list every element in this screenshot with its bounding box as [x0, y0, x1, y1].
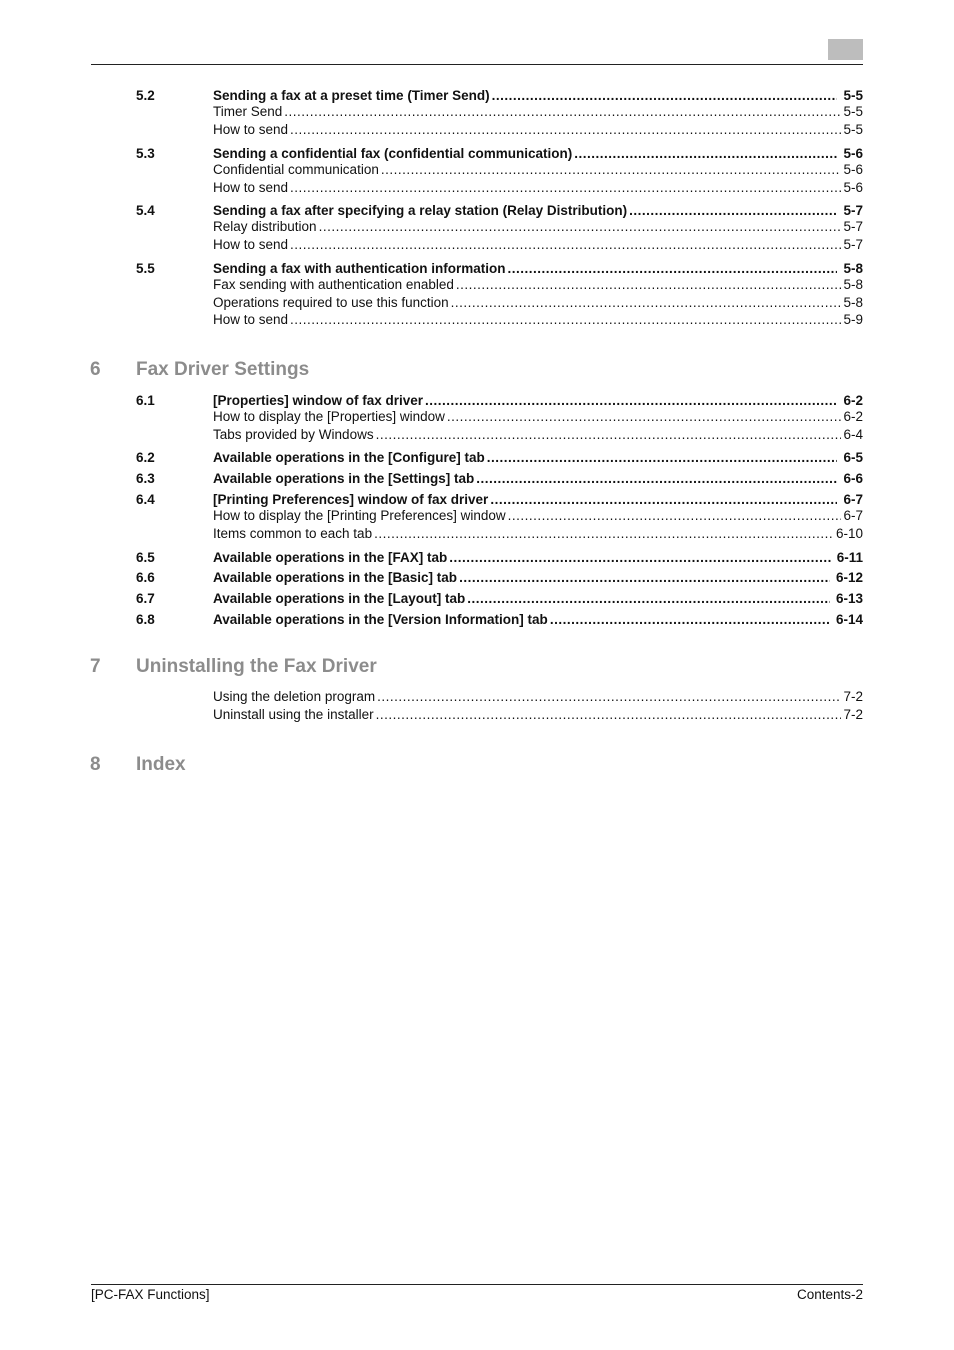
toc-page-number[interactable]: 6-10 [835, 526, 863, 541]
toc-section-row[interactable] [0, 590, 954, 608]
toc-entry[interactable] [213, 590, 863, 608]
toc-entry-title[interactable]: Available operations in the [Basic] tab [213, 570, 458, 585]
toc-subentry-row[interactable] [0, 311, 954, 329]
toc-subentry-row[interactable] [0, 236, 954, 254]
footer-manual-title: [PC-FAX Functions] [91, 1287, 210, 1302]
toc-entry[interactable] [213, 218, 863, 236]
toc-section-number: 5.4 [136, 203, 155, 218]
toc-dot-leader [508, 507, 842, 525]
toc-entry[interactable] [213, 549, 863, 567]
toc-dot-leader [456, 276, 842, 294]
toc-page-number[interactable]: 6-2 [843, 393, 863, 408]
header-tab-marker [828, 39, 863, 60]
toc-entry[interactable] [213, 408, 863, 426]
toc-entry-title[interactable]: [Printing Preferences] window of fax driver [213, 492, 489, 507]
toc-page-number[interactable]: 6-11 [836, 550, 863, 565]
toc-subentry-row[interactable] [0, 218, 954, 236]
toc-entry[interactable] [213, 161, 863, 179]
toc-page-number[interactable]: 6-6 [843, 471, 863, 486]
toc-dot-leader [467, 590, 830, 608]
toc-dot-leader [487, 449, 838, 467]
toc-section-number: 6.4 [136, 492, 155, 507]
toc-dot-leader [459, 569, 830, 587]
toc-section-number: 6.8 [136, 612, 155, 627]
header-divider [91, 64, 863, 65]
toc-section-number: 6.1 [136, 393, 155, 408]
toc-subentry-row[interactable] [0, 706, 954, 724]
toc-entry-title[interactable]: Sending a fax at a preset time (Timer Send) [213, 88, 490, 103]
toc-entry[interactable] [213, 179, 863, 197]
toc-entry-title[interactable]: Relay distribution [213, 219, 317, 234]
toc-page-number[interactable]: 5-7 [843, 219, 863, 234]
toc-subentry-row[interactable] [0, 179, 954, 197]
toc-page-number[interactable]: 5-5 [843, 88, 863, 103]
toc-entry[interactable] [213, 688, 863, 706]
toc-page-number[interactable]: 6-13 [835, 591, 863, 606]
toc-entry-title[interactable]: Fax sending with authentication enabled [213, 277, 454, 292]
toc-page-number[interactable]: 6-7 [843, 492, 863, 507]
toc-entry-title[interactable]: How to send [213, 180, 289, 195]
toc-dot-leader [290, 179, 841, 197]
toc-entry-title[interactable]: Operations required to use this function [213, 295, 449, 310]
toc-entry-title[interactable]: Timer Send [213, 104, 283, 119]
toc-chapter-heading[interactable] [0, 753, 954, 777]
toc-page-number[interactable]: 6-5 [843, 450, 863, 465]
chapter-title[interactable]: Fax Driver Settings [136, 359, 310, 380]
toc-section-number: 6.7 [136, 591, 155, 606]
toc-page-number[interactable]: 6-2 [843, 409, 863, 424]
toc-section-number: 6.3 [136, 471, 155, 486]
toc-page-number[interactable]: 7-2 [843, 689, 863, 704]
toc-entry-title[interactable]: Items common to each tab [213, 526, 373, 541]
toc-subentry-row[interactable] [0, 161, 954, 179]
footer-page-number: Contents-2 [796, 1287, 863, 1302]
toc-entry[interactable] [213, 569, 863, 587]
toc-dot-leader [290, 311, 841, 329]
toc-dot-leader [284, 103, 841, 121]
toc-entry[interactable] [213, 121, 863, 139]
toc-dot-leader [476, 470, 837, 488]
toc-subentry-row[interactable] [0, 121, 954, 139]
toc-section-number: 6.5 [136, 550, 155, 565]
toc-entry-title[interactable]: How to send [213, 312, 289, 327]
toc-dot-leader [374, 525, 834, 543]
toc-entry[interactable] [213, 103, 863, 121]
toc-page-number[interactable]: 5-8 [843, 261, 863, 276]
toc-section-number: 5.2 [136, 88, 155, 103]
toc-page-number[interactable]: 7-2 [843, 707, 863, 722]
toc-page-number[interactable]: 5-8 [843, 295, 863, 310]
chapter-number: 6 [90, 359, 101, 380]
toc-dot-leader [447, 408, 842, 426]
toc-entry-title[interactable]: Available operations in the [Configure] tab [213, 450, 485, 465]
toc-page-number[interactable]: 5-6 [843, 180, 863, 195]
chapter-number: 8 [90, 754, 101, 775]
toc-entry-title[interactable]: Available operations in the [Version Information] tab [213, 612, 548, 627]
toc-section-row[interactable] [0, 549, 954, 567]
toc-entry[interactable] [213, 311, 863, 329]
toc-entry-title[interactable]: Using the deletion program [213, 689, 376, 704]
footer-divider [91, 1284, 863, 1285]
toc-entry-title[interactable]: Available operations in the [Settings] tab [213, 471, 475, 486]
toc-entry-title[interactable]: Tabs provided by Windows [213, 427, 374, 442]
toc-page-number[interactable]: 6-7 [843, 508, 863, 523]
toc-entry-title[interactable]: How to display the [Properties] window [213, 409, 445, 424]
toc-entry-title[interactable]: How to display the [Printing Preferences] window [213, 508, 506, 523]
toc-dot-leader [550, 611, 830, 629]
toc-section-row[interactable] [0, 470, 954, 488]
toc-entry-title[interactable]: Confidential communication [213, 162, 379, 177]
toc-entry[interactable] [213, 611, 863, 629]
toc-page-number[interactable]: 5-7 [843, 203, 863, 218]
toc-subentry-row[interactable] [0, 276, 954, 294]
toc-dot-leader [449, 549, 830, 567]
toc-entry[interactable] [213, 449, 863, 467]
toc-entry[interactable] [213, 470, 863, 488]
toc-page-number[interactable]: 5-5 [843, 122, 863, 137]
toc-entry-title[interactable]: How to send [213, 237, 289, 252]
toc-entry-title[interactable]: Sending a fax after specifying a relay station (Relay Distribution) [213, 203, 628, 218]
toc-dot-leader [319, 218, 842, 236]
toc-entry-title[interactable]: [Properties] window of fax driver [213, 393, 424, 408]
toc-entry[interactable] [213, 507, 863, 525]
toc-page-number[interactable]: 5-7 [843, 237, 863, 252]
toc-section-row[interactable] [0, 569, 954, 587]
toc-dot-leader [290, 121, 841, 139]
toc-dot-leader [451, 294, 842, 312]
toc-chapter-heading[interactable] [0, 358, 954, 382]
toc-subentry-row[interactable] [0, 688, 954, 706]
toc-dot-leader [377, 688, 841, 706]
toc-dot-leader [290, 236, 841, 254]
toc-section-number: 6.6 [136, 570, 155, 585]
toc-page-number[interactable]: 6-14 [835, 612, 863, 627]
chapter-number: 7 [90, 656, 101, 677]
toc-page-number[interactable]: 5-9 [843, 312, 863, 327]
chapter-title[interactable]: Index [136, 754, 186, 775]
toc-entry-title[interactable]: Available operations in the [Layout] tab [213, 591, 466, 606]
toc-section-number: 6.2 [136, 450, 155, 465]
toc-section-row[interactable] [0, 449, 954, 467]
toc-page-number[interactable]: 6-4 [843, 427, 863, 442]
toc-dot-leader [376, 426, 842, 444]
toc-page-number[interactable]: 5-6 [843, 146, 863, 161]
toc-entry[interactable] [213, 294, 863, 312]
toc-page-number[interactable]: 6-12 [835, 570, 863, 585]
toc-page-number[interactable]: 5-6 [843, 162, 863, 177]
toc-entry[interactable] [213, 525, 863, 543]
toc-entry-title[interactable]: Available operations in the [FAX] tab [213, 550, 448, 565]
toc-subentry-row[interactable] [0, 426, 954, 444]
toc-dot-leader [381, 161, 842, 179]
toc-subentry-row[interactable] [0, 507, 954, 525]
toc-entry[interactable] [213, 706, 863, 724]
toc-section-number: 5.5 [136, 261, 155, 276]
toc-chapter-heading[interactable] [0, 655, 954, 679]
toc-subentry-row[interactable] [0, 525, 954, 543]
chapter-title[interactable]: Uninstalling the Fax Driver [136, 656, 377, 677]
toc-entry[interactable] [213, 426, 863, 444]
toc-page-number[interactable]: 5-8 [843, 277, 863, 292]
toc-entry-title[interactable]: Uninstall using the installer [213, 707, 374, 722]
toc-page-number[interactable]: 5-5 [843, 104, 863, 119]
toc-subentry-row[interactable] [0, 408, 954, 426]
toc-subentry-row[interactable] [0, 294, 954, 312]
toc-section-row[interactable] [0, 611, 954, 629]
toc-entry-title[interactable]: Sending a confidential fax (confidential communication) [213, 146, 573, 161]
toc-section-number: 5.3 [136, 146, 155, 161]
toc-entry-title[interactable]: Sending a fax with authentication information [213, 261, 506, 276]
toc-entry[interactable] [213, 276, 863, 294]
toc-entry-title[interactable]: How to send [213, 122, 289, 137]
toc-entry[interactable] [213, 236, 863, 254]
toc-subentry-row[interactable] [0, 103, 954, 121]
toc-dot-leader [376, 706, 842, 724]
